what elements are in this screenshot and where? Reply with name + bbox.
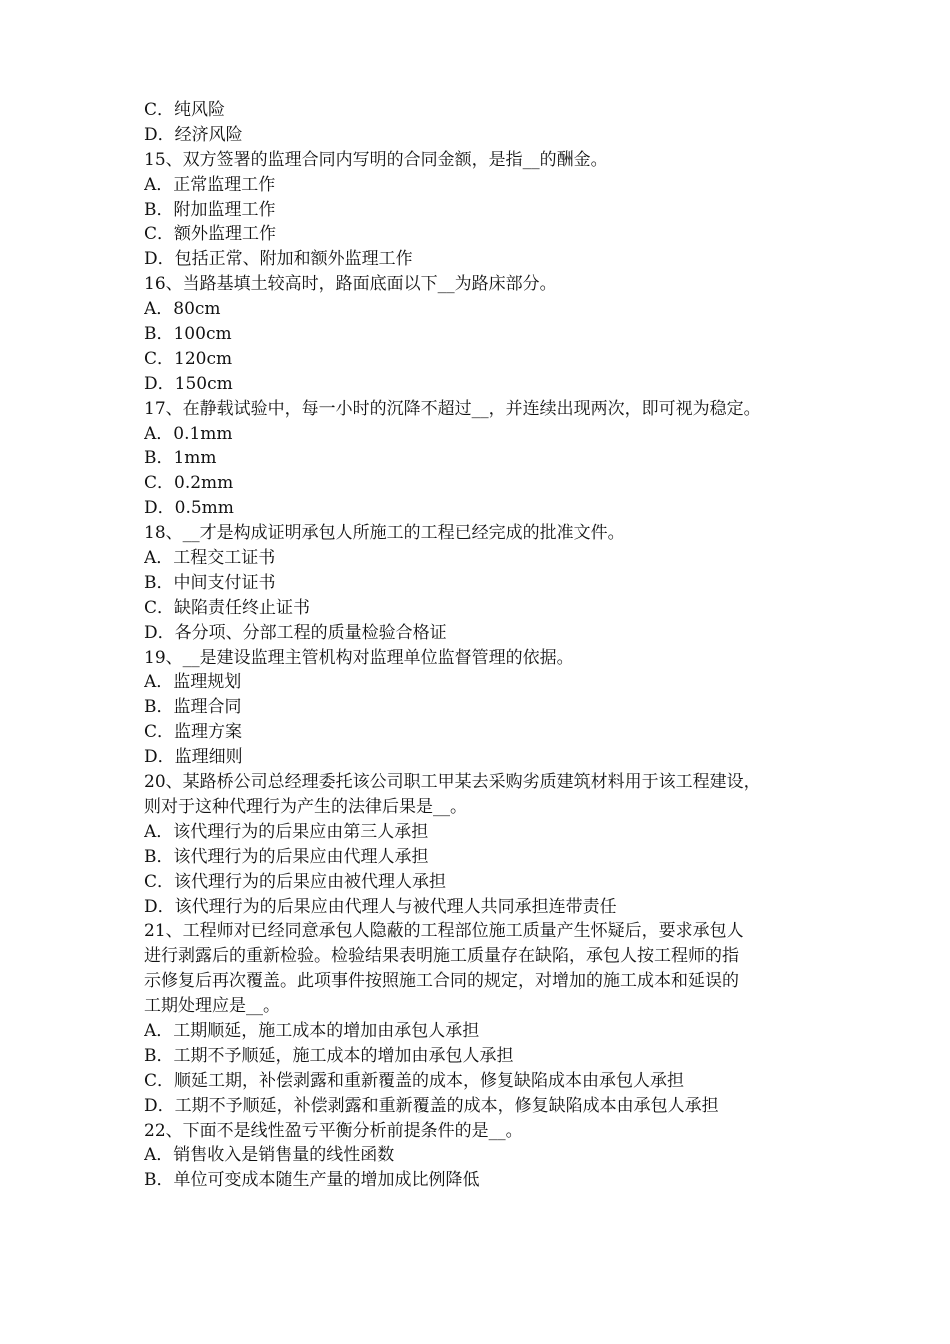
answer-option-line: B．100cm	[144, 324, 232, 345]
answer-option-line: A．销售收入是销售量的线性函数	[144, 1145, 395, 1166]
question-text-line: 进行剥露后的重新检验。检验结果表明施工质量存在缺陷，承包人按工程师的指	[144, 946, 739, 967]
answer-option-line: A．80cm	[144, 299, 221, 320]
answer-option-line: B．单位可变成本随生产量的增加成比例降低	[144, 1170, 480, 1191]
answer-option-line: B．工期不予顺延，施工成本的增加由承包人承担	[144, 1045, 514, 1066]
question-text-line: 工期处理应是__。	[144, 996, 280, 1017]
answer-option-line: A．监理规划	[144, 672, 242, 693]
answer-option-line: B．该代理行为的后果应由代理人承担	[144, 846, 429, 867]
answer-option-line: A．正常监理工作	[144, 174, 276, 195]
answer-option-line: C．0.2mm	[144, 473, 234, 494]
answer-option-line: A．0.1mm	[144, 423, 233, 444]
answer-option-line: C．监理方案	[144, 722, 243, 743]
answer-option-line: D．经济风险	[144, 124, 243, 145]
answer-option-line: D．该代理行为的后果应由代理人与被代理人共同承担连带责任	[144, 896, 617, 917]
answer-option-line: D．工期不予顺延，补偿剥露和重新覆盖的成本，修复缺陷成本由承包人承担	[144, 1095, 719, 1116]
question-text-line: 16、当路基填土较高时，路面底面以下__为路床部分。	[144, 274, 557, 295]
question-text-line: 18、__才是构成证明承包人所施工的工程已经完成的批准文件。	[144, 523, 625, 544]
answer-option-line: D．监理细则	[144, 747, 243, 768]
answer-option-line: B．中间支付证书	[144, 572, 276, 593]
answer-option-line: D．0.5mm	[144, 498, 234, 519]
question-text-line: 22、下面不是线性盈亏平衡分析前提条件的是__。	[144, 1120, 523, 1141]
question-text-line: 21、工程师对已经同意承包人隐蔽的工程部位施工质量产生怀疑后，要求承包人	[144, 921, 744, 942]
answer-option-line: D．包括正常、附加和额外监理工作	[144, 249, 413, 270]
answer-option-line: D．150cm	[144, 373, 233, 394]
question-text-line: 则对于这种代理行为产生的法律后果是__。	[144, 796, 467, 817]
answer-option-line: B．附加监理工作	[144, 199, 276, 220]
question-text-line: 15、双方签署的监理合同内写明的合同金额，是指__的酬金。	[144, 149, 608, 170]
answer-option-line: C．顺延工期，补偿剥露和重新覆盖的成本，修复缺陷成本由承包人承担	[144, 1070, 685, 1091]
question-text-line: 17、在静载试验中，每一小时的沉降不超过__，并连续出现两次，即可视为稳定。	[144, 398, 761, 419]
exam-text-body	[144, 98, 824, 1193]
answer-option-line: C．120cm	[144, 348, 233, 369]
answer-option-line: C．额外监理工作	[144, 224, 277, 245]
answer-option-line: B．监理合同	[144, 697, 242, 718]
answer-option-line: A．该代理行为的后果应由第三人承担	[144, 821, 429, 842]
question-text-line: 示修复后再次覆盖。此项事件按照施工合同的规定，对增加的施工成本和延误的	[144, 971, 739, 992]
answer-option-line: A．工期顺延，施工成本的增加由承包人承担	[144, 1020, 480, 1041]
question-text-line: 20、某路桥公司总经理委托该公司职工甲某去采购劣质建筑材料用于该工程建设，	[144, 772, 761, 793]
answer-option-line: D．各分项、分部工程的质量检验合格证	[144, 622, 447, 643]
answer-option-line: C．纯风险	[144, 100, 226, 120]
answer-option-line: A．工程交工证书	[144, 548, 276, 569]
answer-option-line: B．1mm	[144, 448, 217, 469]
answer-option-line: C．该代理行为的后果应由被代理人承担	[144, 871, 447, 892]
question-text-line: 19、__是建设监理主管机构对监理单位监督管理的依据。	[144, 647, 574, 668]
answer-option-line: C．缺陷责任终止证书	[144, 597, 311, 618]
